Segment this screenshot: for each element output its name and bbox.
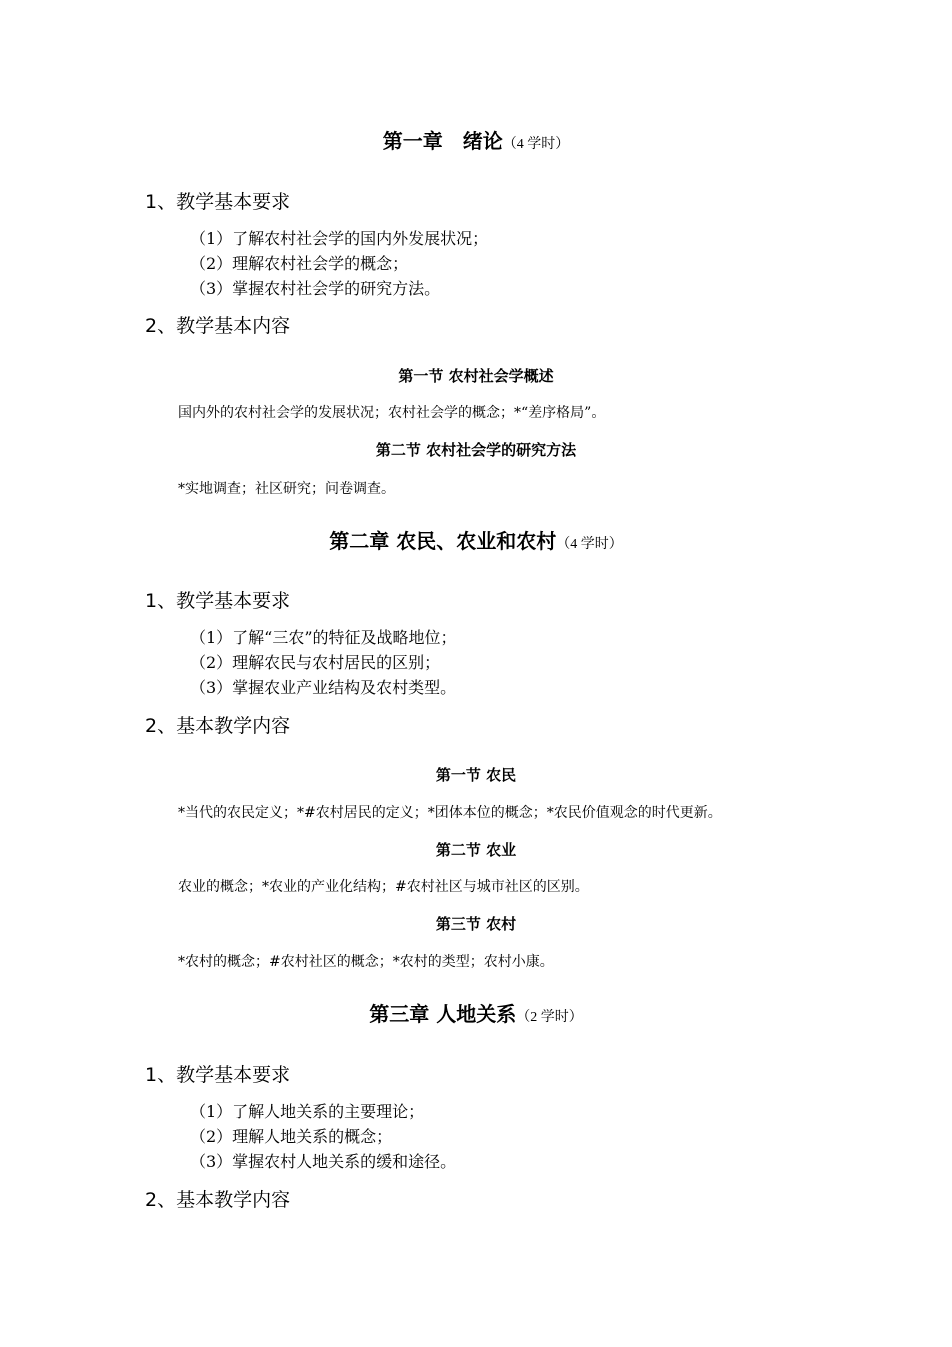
chapter-1-title (0, 131, 952, 152)
section-title: 第二节 农村社会学的研究方法 (375, 441, 577, 459)
section-title: 第一节 农村社会学概述 (398, 367, 554, 385)
requirement-item: （1）了解“三农”的特征及战略地位； (190, 628, 457, 647)
requirement-item: （3）掌握农村社会学的研究方法。 (190, 279, 441, 298)
section-content: 国内外的农村社会学的发展状况；农村社会学的概念；*“差序格局”。 (178, 405, 606, 421)
chapter-3-title (0, 1004, 952, 1025)
requirement-item: （2）理解人地关系的概念； (190, 1127, 393, 1146)
chapter-title-text: 第一章 绪论 (382, 129, 503, 153)
chapter-2-title (0, 531, 952, 552)
requirement-item: （1）了解农村社会学的国内外发展状况； (190, 229, 489, 248)
chapter-1-req-heading: 1、教学基本要求 (145, 191, 291, 213)
requirement-item: （2）理解农村社会学的概念； (190, 254, 409, 273)
section-content: *实地调查；社区研究；问卷调查。 (178, 481, 395, 497)
section-title: 第一节 农民 (435, 766, 517, 784)
requirement-item: （3）掌握农业产业结构及农村类型。 (190, 678, 457, 697)
requirement-item: （3）掌握农村人地关系的缓和途径。 (190, 1152, 457, 1171)
section-title: 第三节 农村 (435, 915, 517, 933)
chapter-title-text: 第三章 人地关系 (369, 1002, 517, 1026)
requirement-item: （1）了解人地关系的主要理论； (190, 1102, 425, 1121)
chapter-title-text: 第二章 农民、农业和农村 (329, 529, 557, 553)
chapter-3-req-heading: 1、教学基本要求 (145, 1064, 291, 1086)
requirement-item: （2）理解农民与农村居民的区别； (190, 653, 441, 672)
chapter-2-req-heading: 1、教学基本要求 (145, 590, 291, 612)
section-title: 第二节 农业 (435, 841, 517, 859)
chapter-hours: （4 学时） (556, 537, 623, 552)
chapter-hours: （4 学时） (502, 137, 570, 152)
chapter-1-content-heading: 2、教学基本内容 (145, 315, 291, 337)
chapter-hours: （2 学时） (516, 1010, 583, 1025)
chapter-2-content-heading: 2、基本教学内容 (145, 715, 291, 737)
chapter-3-content-heading: 2、基本教学内容 (145, 1189, 291, 1211)
section-content: *当代的农民定义；*#农村居民的定义；*团体本位的概念；*农民价值观念的时代更新。 (178, 805, 722, 821)
section-content: *农村的概念；#农村社区的概念；*农村的类型；农村小康。 (178, 954, 554, 970)
section-content: 农业的概念；*农业的产业化结构；#农村社区与城市社区的区别。 (178, 879, 589, 895)
